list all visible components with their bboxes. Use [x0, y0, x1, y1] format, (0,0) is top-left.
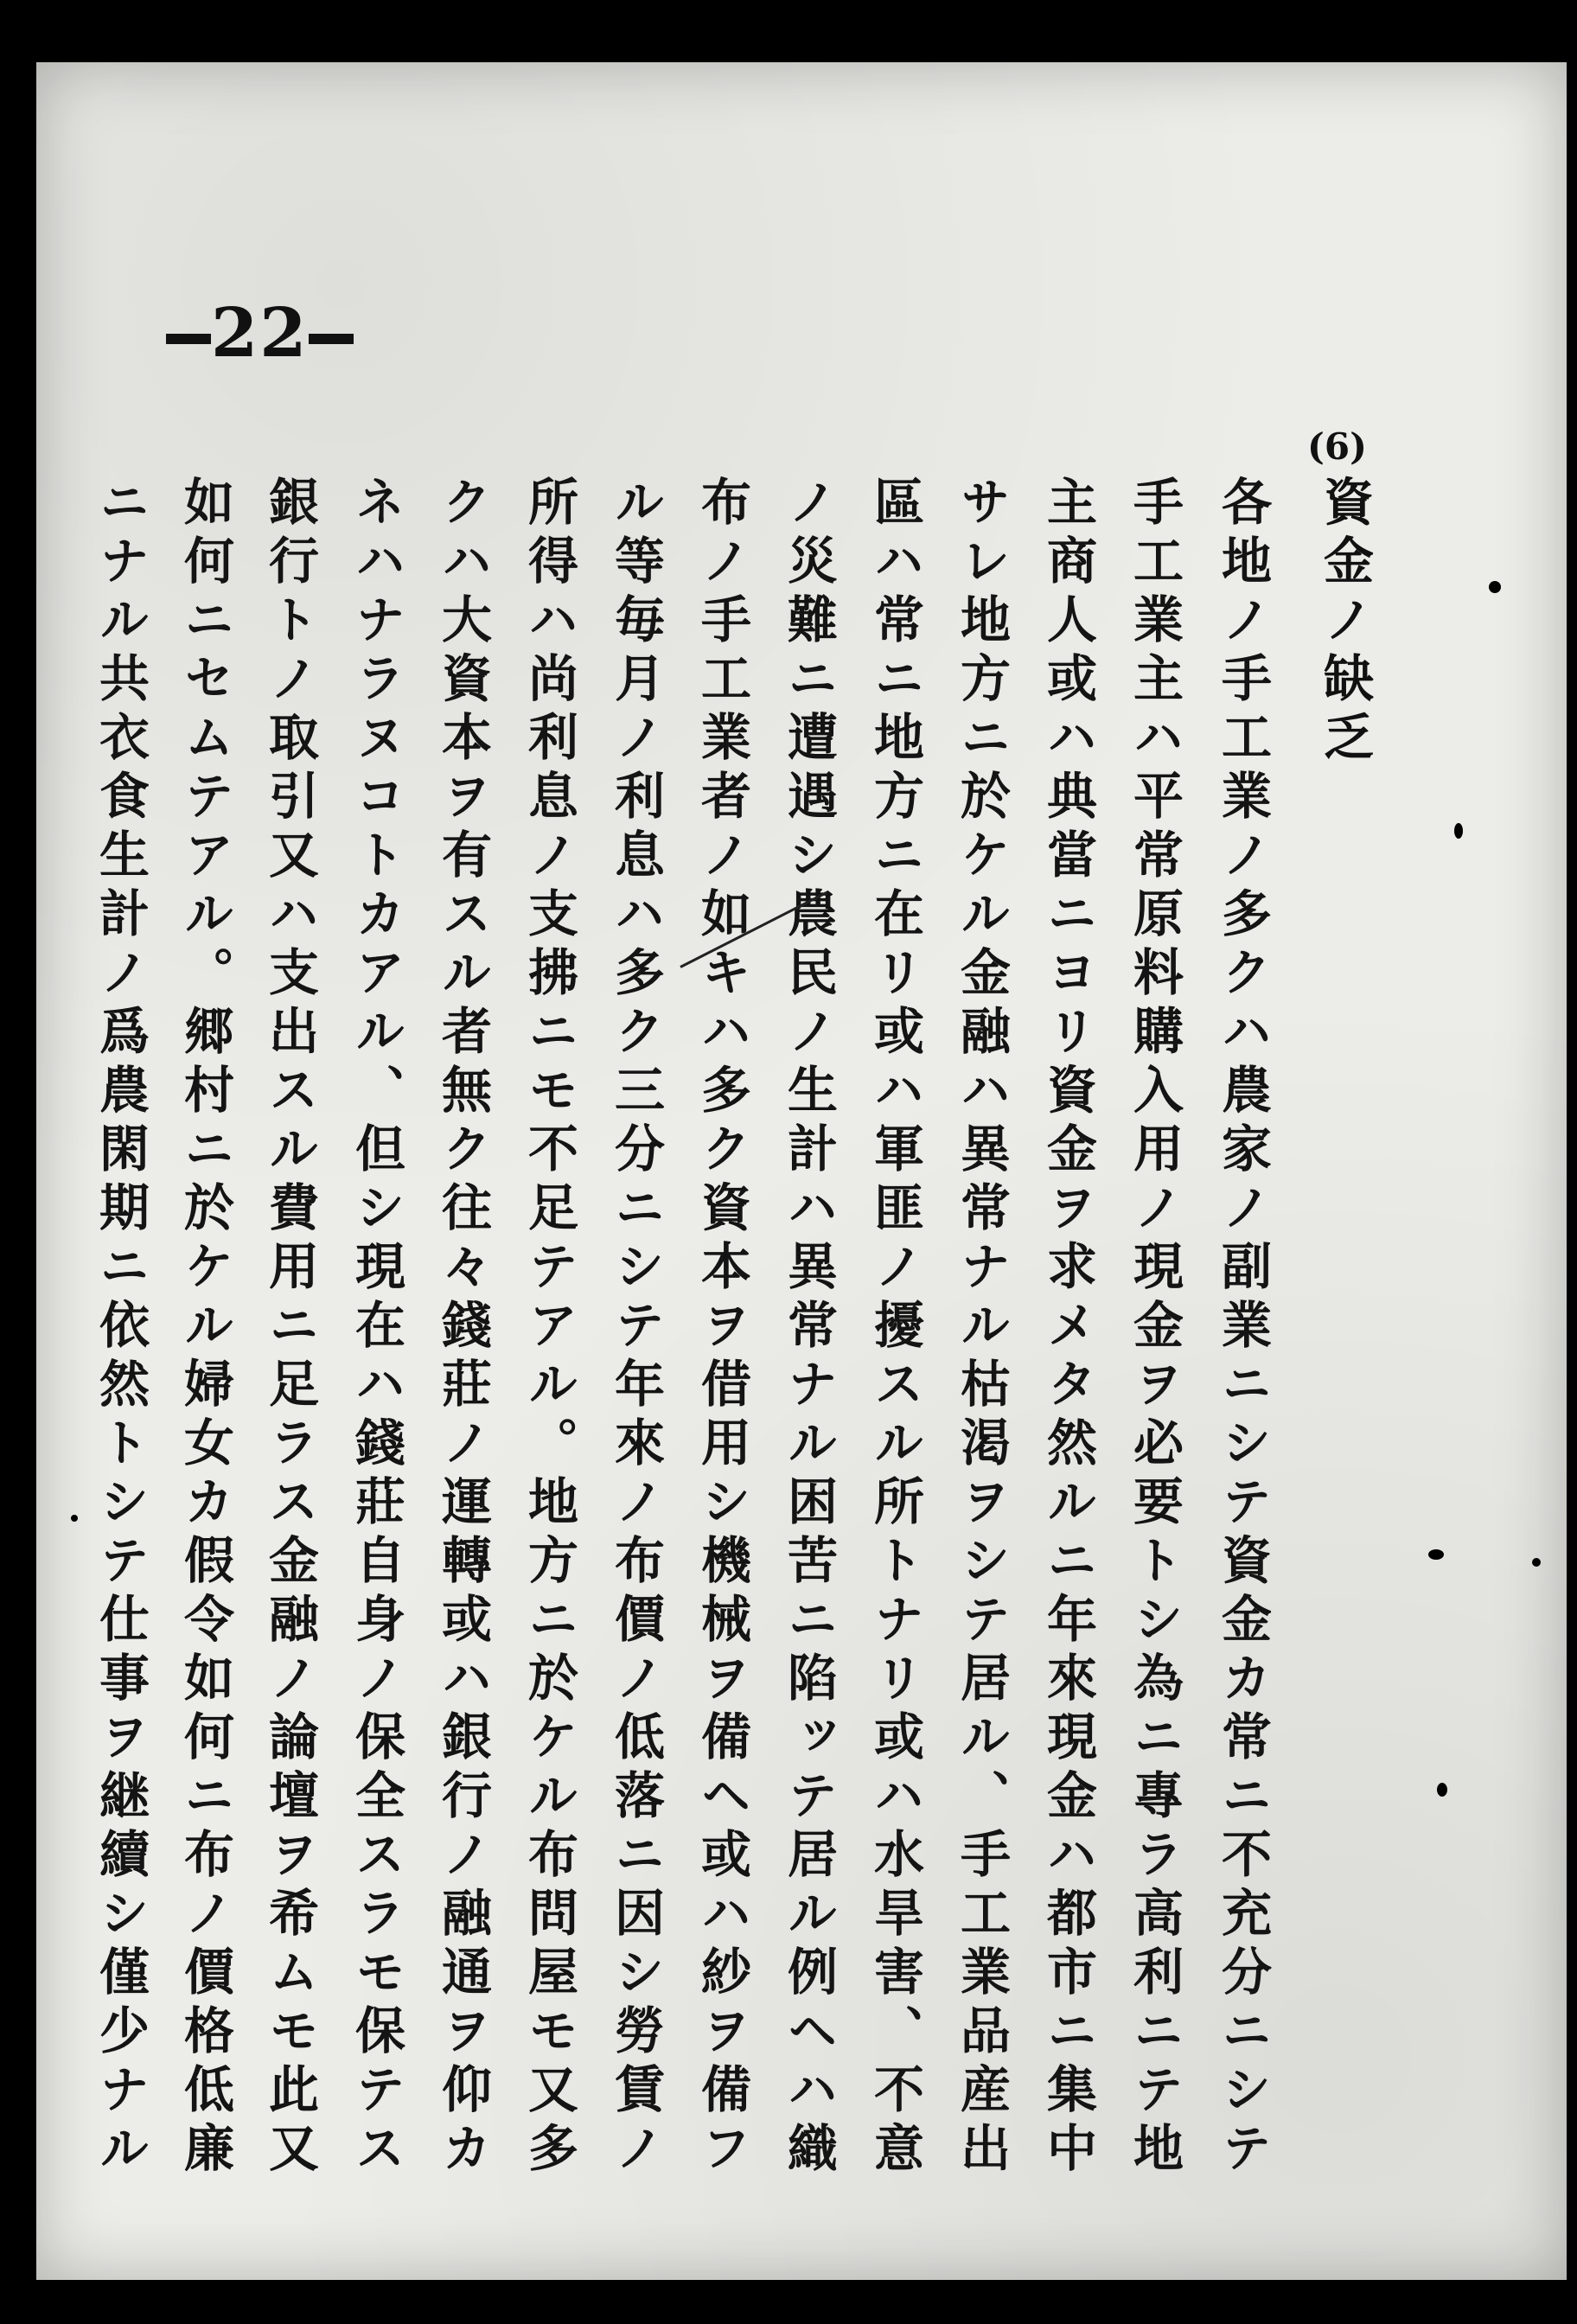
ink-speck — [1454, 823, 1463, 839]
ink-speck — [71, 1515, 78, 1522]
page-number-text: 22 — [211, 294, 309, 373]
text-column-2: 手工業主ハ平常原料購入用ノ現金ヲ必要トシ為ニ專ラ高利ニテ地 — [1125, 476, 1184, 2180]
text-column-1: 各地ノ手工業ノ多クハ農家ノ副業ニシテ資金カ常ニ不充分ニシテ — [1213, 476, 1272, 2180]
text-column-11: ネハナラヌコトカアル、但シ現在ハ錢莊自身ノ保全スラモ保テス — [347, 476, 405, 2180]
text-column-6: ノ災難ニ遭遇シ農民ノ生計ハ異常ナル困苦ニ陷ッテ居ル例ヘハ織 — [779, 476, 838, 2180]
ink-speck — [1437, 1783, 1447, 1797]
ink-speck — [1428, 1549, 1444, 1560]
text-column-4: サレ地方ニ於ケル金融ハ異常ナル枯渇ヲシテ居ル、手工業品産出 — [952, 476, 1011, 2180]
page-number-dash-right — [309, 334, 354, 344]
page-number — [166, 294, 354, 373]
text-column-10: クハ大資本ヲ有スル者無ク往々錢莊ノ運轉或ハ銀行ノ融通ヲ仰カ — [433, 476, 492, 2180]
document-page — [36, 62, 1567, 2280]
ink-speck — [1489, 581, 1501, 593]
text-column-5: 區ハ常ニ地方ニ在リ或ハ軍匪ノ擾スル所トナリ或ハ水旱害、不意 — [865, 476, 924, 2180]
text-column-3: 主商人或ハ典當ニヨリ資金ヲ求メタ然ルニ年來現金ハ都市ニ集中 — [1038, 476, 1097, 2180]
text-column-8: ル等毎月ノ利息ハ多ク三分ニシテ年來ノ布價ノ低落ニ因シ勞賃ノ — [606, 476, 665, 2180]
text-column-12: 銀行トノ取引又ハ支出スル費用ニ足ラス金融ノ論壇ヲ希ムモ此又 — [260, 476, 319, 2180]
ink-speck — [1532, 1558, 1541, 1567]
text-column-13: 如何ニセムテアル。郷村ニ於ケル婦女カ假令如何ニ布ノ價格低廉 — [176, 476, 234, 2180]
text-column-7: 布ノ手工業者ノ如キハ多ク資本ヲ借用シ機械ヲ備ヘ或ハ紗ヲ備フ — [693, 476, 751, 2180]
section-heading: 資金ノ缺乏 — [1315, 476, 1374, 769]
section-label: (6) — [1307, 425, 1367, 468]
page-number-dash-left — [166, 334, 211, 344]
text-column-9: 所得ハ尚利息ノ支拂ニモ不足テアル。地方ニ於ケル布問屋モ又多 — [520, 476, 578, 2180]
text-column-14: ニナル共衣食生計ノ爲農閑期ニ依然トシテ仕事ヲ継續シ僅少ナル — [91, 476, 150, 2180]
